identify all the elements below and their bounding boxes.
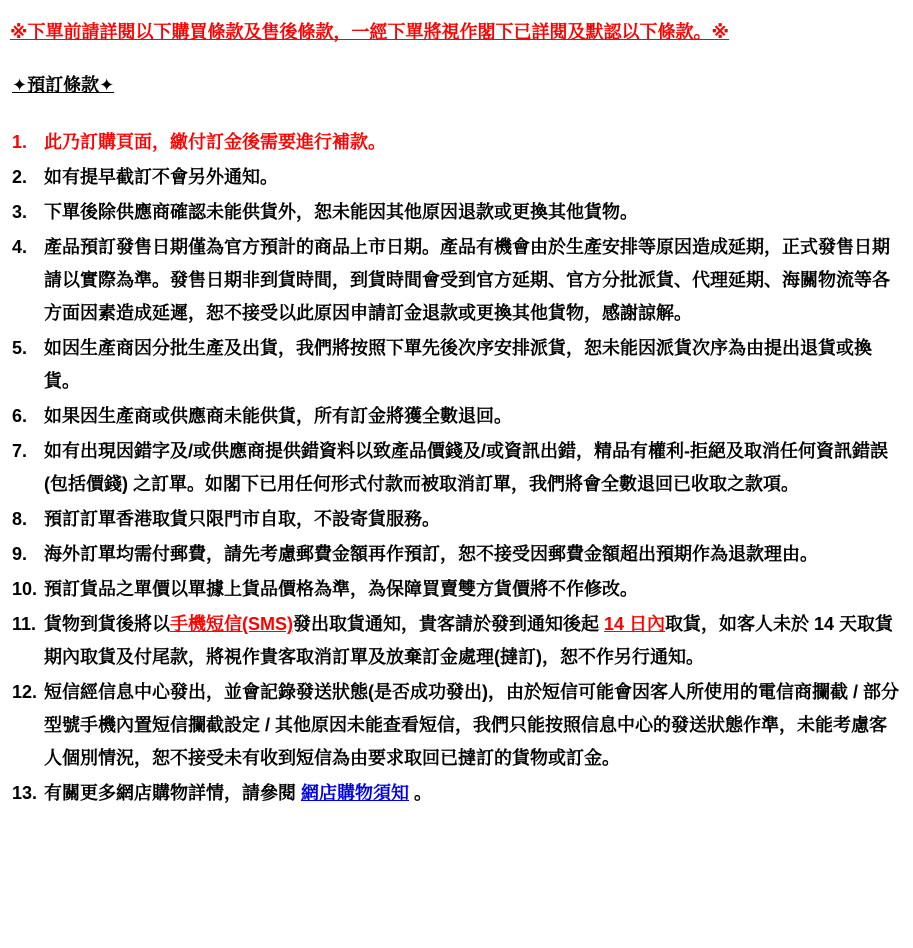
term-item-12 xyxy=(10,676,903,775)
term-number: 12. xyxy=(12,682,38,702)
term-text-segment: 貨物到貨後將以 xyxy=(44,614,170,634)
term-text: 預訂訂單香港取貨只限門市自取，不設寄貨服務。 xyxy=(44,509,440,529)
term-text: 如有出現因錯字及/或供應商提供錯資料以致產品價錢及/或資訊出錯，精品有權利-拒絕及取消任何資訊錯誤(包括價錢) 之訂單。如閣下已用任何形式付款而被取消訂單，我們將會全數退回已收取之款項。 xyxy=(44,441,888,494)
term-text: 如有提早截訂不會另外通知。 xyxy=(44,167,278,187)
store-shopping-guide-link[interactable]: 網店購物須知 xyxy=(301,783,409,803)
sms-notice-highlight: 手機短信(SMS) xyxy=(170,614,293,634)
page-header-notice: ※下單前請詳閱以下購買條款及售後條款，一經下單將視作閣下已詳閱及默認以下條款。※ xyxy=(10,22,729,42)
term-text: 如因生產商因分批生產及出貨，我們將按照下單先後次序安排派貨，恕未能因派貨次序為由提出退貨或換貨。 xyxy=(44,338,872,391)
term-item-6 xyxy=(10,400,903,433)
term-number: 5. xyxy=(12,338,28,358)
term-item-10 xyxy=(10,573,903,606)
term-text-segment: 有關更多網店購物詳情，請參閱 xyxy=(44,783,301,803)
term-text-segment: 取貨，如客人未於 14 天取貨期內取貨及付尾款，將視作貴客取消訂單及放棄訂金處理(撻訂)，恕不作另行通知。 xyxy=(44,614,894,667)
term-number: 3. xyxy=(12,202,28,222)
term-text: 如果因生產商或供應商未能供貨，所有訂金將獲全數退回。 xyxy=(44,406,512,426)
term-item-7 xyxy=(10,435,903,501)
term-text: 短信經信息中心發出，並會記錄發送狀態(是否成功發出)，由於短信可能會因客人所使用的電信商攔截 / 部分型號手機內置短信攔截設定 / 其他原因未能查看短信，我們只能按照信息中心的發送狀態作準，未能考慮客人個別情況，恕不接受未有收到短信為由要求取回已撻訂的貨物或訂金。 xyxy=(44,682,899,768)
term-item-13 xyxy=(10,777,903,810)
term-number: 1. xyxy=(12,132,28,152)
term-number: 9. xyxy=(12,544,28,564)
term-text xyxy=(44,777,903,810)
term-number: 2. xyxy=(12,167,28,187)
term-item-3 xyxy=(10,196,903,229)
preorder-terms-section-title: ✦預訂條款✦ xyxy=(12,75,115,95)
term-number: 7. xyxy=(12,441,28,461)
term-text: 下單後除供應商確認未能供貨外，恕未能因其他原因退款或更換其他貨物。 xyxy=(44,202,638,222)
term-text-segment: 發出取貨通知，貴客請於發到通知後起 xyxy=(293,614,604,634)
term-text: 海外訂單均需付郵費，請先考慮郵費金額再作預訂，恕不接受因郵費金額超出預期作為退款理由。 xyxy=(44,544,818,564)
term-item-8 xyxy=(10,503,903,536)
term-item-4 xyxy=(10,231,903,330)
terms-list xyxy=(10,126,903,810)
term-number: 13. xyxy=(12,783,38,803)
term-text-segment: 。 xyxy=(409,783,433,803)
term-number: 10. xyxy=(12,579,38,599)
term-item-1 xyxy=(10,126,903,159)
term-number: 8. xyxy=(12,509,28,529)
term-text: 此乃訂購頁面，繳付訂金後需要進行補款。 xyxy=(44,132,386,152)
pickup-deadline-highlight: 14 日內 xyxy=(604,614,666,634)
term-item-11 xyxy=(10,608,903,674)
term-item-2 xyxy=(10,161,903,194)
term-text: 預訂貨品之單價以單據上貨品價格為準，為保障買賣雙方貨價將不作修改。 xyxy=(44,579,638,599)
term-item-9 xyxy=(10,538,903,571)
term-item-5 xyxy=(10,332,903,398)
term-number: 4. xyxy=(12,237,28,257)
term-number: 6. xyxy=(12,406,28,426)
term-text: 產品預訂發售日期僅為官方預計的商品上市日期。產品有機會由於生產安排等原因造成延期，正式發售日期請以實際為準。發售日期非到貨時間，到貨時間會受到官方延期、官方分批派貨、代理延期、海關物流等各方面因素造成延遲，恕不接受以此原因申請訂金退款或更換其他貨物，感謝諒解。 xyxy=(44,237,890,323)
term-number: 11. xyxy=(12,614,37,634)
term-text xyxy=(44,608,903,674)
